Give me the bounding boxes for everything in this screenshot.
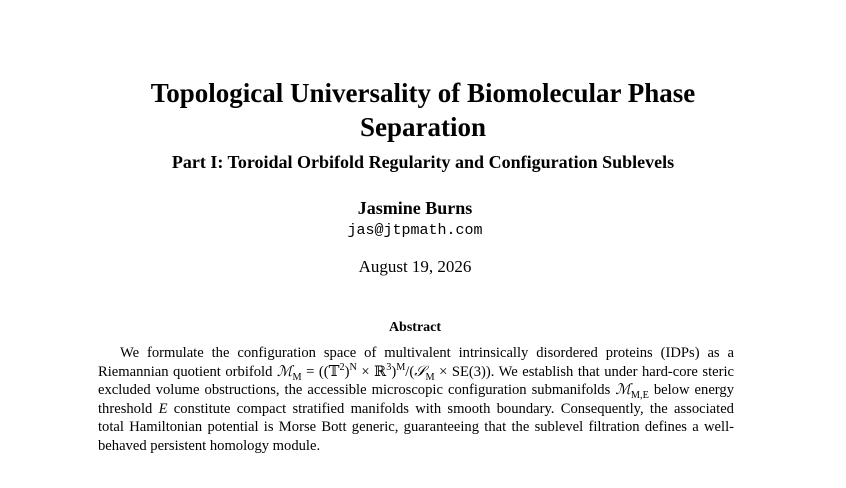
abstract-text: We establish that under hard-core steric excluded volume obstructions, the accessible microscopic configuration submanifolds <box>98 363 735 399</box>
title-line-2: Separation <box>359 112 486 142</box>
abstract-text: below energy threshold <box>98 382 734 417</box>
abstract-body <box>98 344 734 456</box>
paper-date: August 19, 2026 <box>358 257 472 276</box>
author-name: Jasmine Burns <box>357 198 473 218</box>
math-text: ) <box>391 363 397 380</box>
math-superscript: M <box>396 361 406 373</box>
abstract-text: We formulate the configuration space of multivalent intrinsically disordered proteins (IDPs) as a Riemannian quotient orbifold <box>98 345 734 380</box>
title-line-1: Topological Universality of Biomolecular Phase <box>150 78 696 108</box>
math-symmetric-group-symbol: 𝒮 <box>414 363 426 380</box>
math-energy-symbol: E <box>158 400 168 417</box>
paper-title <box>0 76 846 144</box>
math-text: ) <box>344 363 350 380</box>
math-text: /( <box>405 363 415 380</box>
math-superscript: N <box>349 361 357 373</box>
math-text: × SE(3)). <box>434 363 495 380</box>
math-superscript: 2 <box>339 361 345 373</box>
math-orbifold-symbol: ℳ <box>276 363 293 380</box>
paper-subtitle: Part I: Toroidal Orbifold Regularity and Configuration Sublevels <box>171 152 675 172</box>
math-subscript: M,E <box>630 390 649 402</box>
abstract-heading: Abstract <box>388 320 442 335</box>
abstract-text: constitute compact stratified manifolds with smooth boundary. <box>167 400 555 417</box>
math-subscript: M <box>292 371 302 383</box>
math-text: = ((𝕋 <box>301 363 340 380</box>
math-superscript: 3 <box>386 361 392 373</box>
author-email: jas@jtpmath.com <box>347 222 483 239</box>
math-text: × ℝ <box>356 363 387 380</box>
math-subscript: M <box>425 371 435 383</box>
abstract-text: Consequently, the associated total Hamiltonian potential is Morse Bott generic, guaranteeing that the sublevel filtration defines a well-behaved persistent homology module. <box>98 400 734 454</box>
math-submanifold-symbol: ℳ <box>615 382 631 399</box>
